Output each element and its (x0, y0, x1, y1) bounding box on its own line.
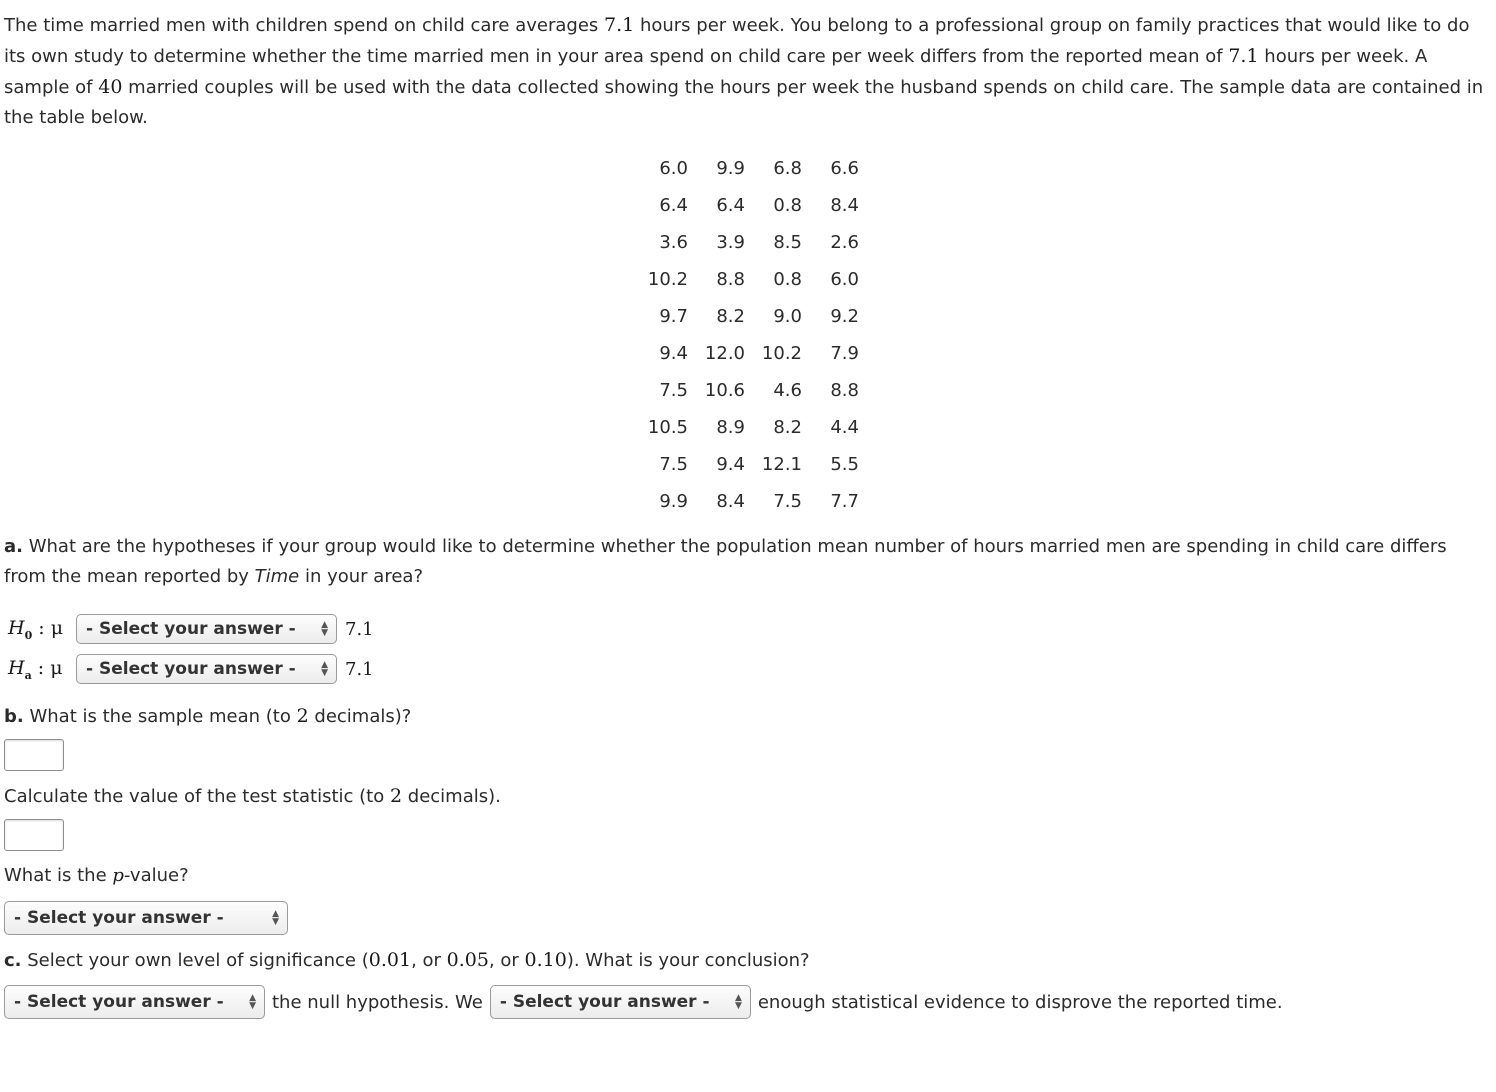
table-cell: 9.0 (773, 306, 802, 327)
conclusion-row (4, 985, 1290, 1019)
table-cell: 9.9 (659, 491, 688, 512)
table-cell: 7.5 (773, 491, 802, 512)
table-cell: 7.5 (659, 454, 688, 475)
table-cell: 7.5 (659, 380, 688, 401)
select-arrows-icon: ▲ ▼ (734, 993, 742, 1011)
null-hypothesis-select[interactable]: - Select your answer - ▲ ▼ (76, 614, 337, 644)
null-hypothesis-value: 7.1 (345, 618, 374, 640)
question-a (4, 532, 1492, 592)
table-cell: 12.1 (761, 454, 802, 475)
sample-size: 40 (98, 76, 123, 98)
table-cell: 10.5 (647, 417, 688, 438)
table-cell: 6.4 (659, 195, 688, 216)
question-a-text: What are the hypotheses if your group would like to determine whether the population mean number of hours married men are spending in child care differs from the mean reported by (4, 536, 1447, 587)
test-statistic-input[interactable] (4, 819, 64, 851)
table-cell: 2.6 (830, 232, 859, 253)
table-cell: 10.2 (647, 269, 688, 290)
conclusion-text-end: enough statistical evidence to disprove the reported time. (757, 991, 1283, 1013)
table-cell: 5.5 (830, 454, 859, 475)
table-cell: 9.4 (659, 343, 688, 364)
table-cell: 12.0 (704, 343, 745, 364)
table-cell: 8.2 (773, 417, 802, 438)
table-row (640, 372, 859, 409)
select-arrows-icon: ▲ ▼ (321, 620, 328, 638)
p-value-select[interactable]: - Select your answer - ▲ ▼ (4, 901, 288, 935)
alt-hypothesis-row (8, 653, 374, 685)
null-hypothesis-row (8, 613, 374, 645)
table-cell: 9.2 (830, 306, 859, 327)
table-cell: 0.8 (773, 195, 802, 216)
null-hypothesis-symbol: $H_0$ : μ (8, 616, 64, 642)
table-row (640, 335, 859, 372)
table-cell: 7.9 (830, 343, 859, 364)
table-row (640, 409, 859, 446)
time-magazine: Time (254, 566, 300, 587)
question-c-label: c. (4, 950, 22, 971)
table-cell: 7.7 (830, 491, 859, 512)
question-a-text-2: in your area? (299, 566, 423, 587)
intro-text-1: The time married men with children spend on child care averages (4, 15, 604, 36)
select-arrows-icon: ▲ ▼ (321, 660, 328, 678)
table-row (640, 298, 859, 335)
table-cell: 9.9 (716, 158, 745, 179)
table-row (640, 187, 859, 224)
select-arrows-icon: ▲ ▼ (272, 909, 279, 927)
p-value-question: What is the p-value? (4, 865, 189, 886)
test-statistic-question: Calculate the value of the test statistic (to 2 decimals). (4, 785, 501, 807)
sample-data-table (640, 150, 859, 520)
reject-decision-select[interactable]: - Select your answer - ▲ ▼ (4, 985, 265, 1019)
table-row (640, 483, 859, 520)
intro-text-4: married couples will be used with the data collected showing the hours per week the husband spends on child care. The sample data are contained in the table below. (4, 77, 1484, 128)
table-row (640, 224, 859, 261)
table-cell: 8.5 (773, 232, 802, 253)
table-cell: 0.8 (773, 269, 802, 290)
table-cell: 4.6 (773, 380, 802, 401)
table-cell: 10.2 (761, 343, 802, 364)
question-b-label: b. (4, 706, 24, 727)
reported-mean: 7.1 (604, 14, 635, 36)
select-arrows-icon: ▲ ▼ (249, 993, 256, 1011)
table-cell: 8.8 (830, 380, 859, 401)
sample-mean-input[interactable] (4, 739, 64, 771)
conclusion-text-middle: the null hypothesis. We (272, 991, 483, 1013)
question-a-label: a. (4, 536, 23, 557)
intro-text-3: hours per week. A sample of (4, 46, 1428, 98)
table-cell: 6.0 (659, 158, 688, 179)
table-cell: 6.4 (716, 195, 745, 216)
alt-hypothesis-symbol: $H_a$ : μ (8, 656, 63, 682)
alt-hypothesis-value: 7.1 (345, 658, 374, 680)
table-cell: 6.6 (830, 158, 859, 179)
intro-text-2: hours per week. You belong to a professional group on family practices that would like to do its own study to determine whether the time married men in your area spend on child care per week differs from the reported mean of (4, 15, 1470, 67)
table-cell: 6.0 (830, 269, 859, 290)
table-cell: 9.4 (716, 454, 745, 475)
table-cell: 8.4 (830, 195, 859, 216)
table-cell: 8.2 (716, 306, 745, 327)
table-row (640, 150, 859, 187)
table-cell: 3.9 (716, 232, 745, 253)
table-cell: 4.4 (830, 417, 859, 438)
reported-mean-2: 7.1 (1228, 45, 1259, 67)
sample-mean-field[interactable] (5, 740, 63, 770)
alt-hypothesis-select[interactable]: - Select your answer - ▲ ▼ (76, 654, 337, 684)
table-cell: 10.6 (704, 380, 745, 401)
table-row (640, 261, 859, 298)
table-cell: 3.6 (659, 232, 688, 253)
table-row (640, 446, 859, 483)
table-cell: 8.4 (716, 491, 745, 512)
test-statistic-field[interactable] (5, 820, 63, 850)
question-c: c. Select your own level of significance (0.01, or 0.05, or 0.10). What is your conclusion? (4, 949, 810, 971)
table-cell: 9.7 (659, 306, 688, 327)
evidence-select[interactable]: - Select your answer - ▲ ▼ (490, 985, 751, 1019)
table-cell: 8.8 (716, 269, 745, 290)
table-cell: 6.8 (773, 158, 802, 179)
problem-statement (4, 10, 1492, 133)
question-b: b. What is the sample mean (to 2 decimals)? (4, 705, 412, 727)
table-cell: 8.9 (716, 417, 745, 438)
